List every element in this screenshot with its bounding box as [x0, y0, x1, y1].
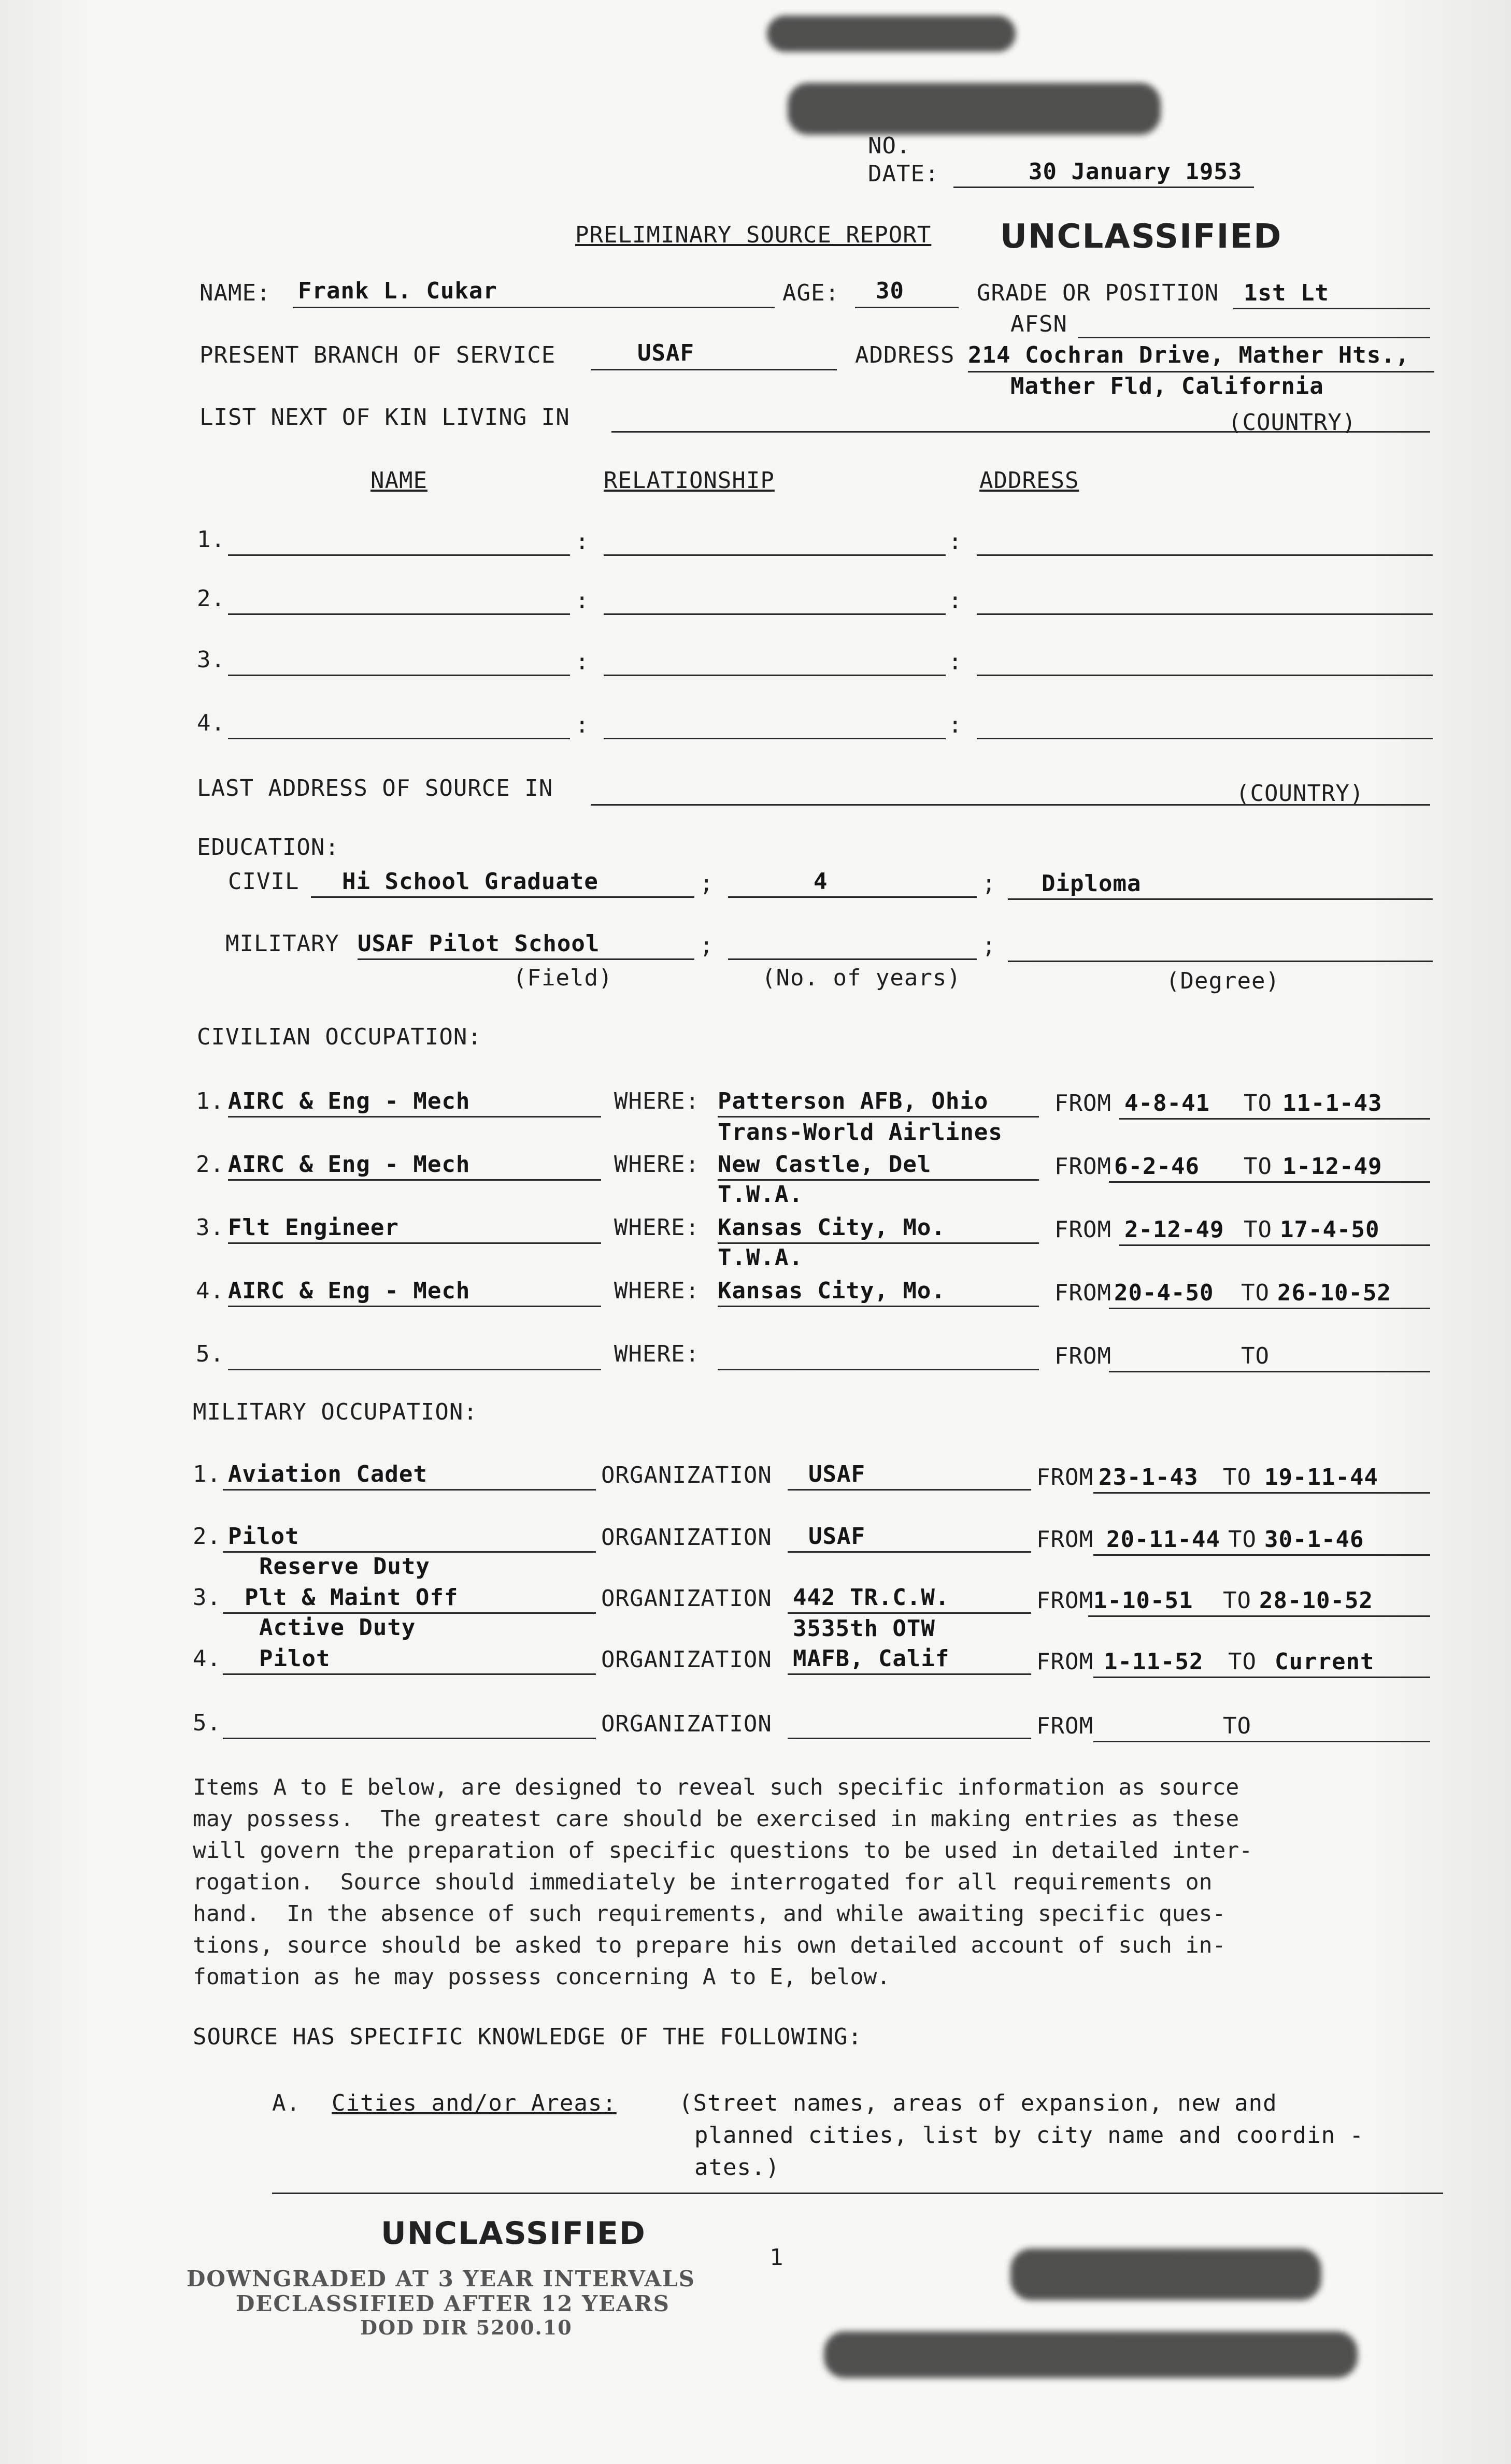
civilian-from: 2-12-49	[1124, 1216, 1224, 1243]
military-occupation-label: MILITARY OCCUPATION:	[193, 1399, 478, 1425]
last-address-country-label: (COUNTRY)	[1236, 780, 1364, 807]
field-caption: (Field)	[513, 965, 613, 991]
military-row-number: 1.	[193, 1461, 221, 1487]
civil-degree-value: Diploma	[1042, 870, 1142, 897]
civilian-from: 4-8-41	[1124, 1090, 1210, 1116]
instructions-line: tions, source should be asked to prepare his own detailed account of such in-	[193, 1932, 1226, 1958]
military-job-underline	[223, 1489, 596, 1491]
org-label: ORGANIZATION	[601, 1524, 772, 1551]
civil-years-underline	[728, 896, 977, 898]
military-org-underline	[788, 1551, 1031, 1553]
military-from: 1-11-52	[1104, 1649, 1204, 1675]
semicolon: ;	[982, 933, 996, 959]
education-label: EDUCATION:	[197, 834, 339, 861]
date-underline	[953, 187, 1254, 188]
military-to: Current	[1275, 1649, 1375, 1675]
colon: :	[575, 588, 590, 614]
item-a-description-3: ates.)	[694, 2154, 780, 2181]
military-from: 20-11-44	[1106, 1526, 1220, 1553]
branch-underline	[591, 369, 837, 370]
kin-name-field[interactable]	[228, 675, 570, 676]
military-job-field[interactable]	[223, 1738, 596, 1739]
org-label: ORGANIZATION	[601, 1462, 772, 1488]
kin-relationship-field[interactable]	[604, 613, 946, 615]
military-note: Active Duty	[259, 1614, 416, 1641]
from-label: FROM	[1054, 1153, 1111, 1180]
kin-relationship-field[interactable]	[604, 738, 946, 739]
from-label: FROM	[1054, 1343, 1111, 1369]
from-label: FROM	[1054, 1280, 1111, 1306]
colon: :	[948, 588, 963, 614]
no-label: NO.	[868, 133, 911, 159]
to-label: TO	[1244, 1090, 1272, 1116]
grade-label: GRADE OR POSITION	[977, 280, 1219, 306]
military-org-underline	[788, 1612, 1031, 1614]
address-line-2: Mather Fld, California	[1010, 373, 1324, 399]
report-title: PRELIMINARY SOURCE REPORT	[575, 222, 932, 248]
civilian-job: AIRC & Eng - Mech	[228, 1088, 471, 1114]
military-field-underline	[358, 958, 694, 960]
instructions-line: rogation. Source should immediately be interrogated for all requirements on	[193, 1869, 1213, 1895]
military-note: Reserve Duty	[259, 1553, 430, 1580]
civil-field-value: Hi School Graduate	[342, 868, 598, 895]
to-label: TO	[1223, 1464, 1251, 1491]
military-row-number: 2.	[193, 1523, 221, 1550]
from-label: FROM	[1054, 1216, 1111, 1243]
civilian-where: Kansas City, Mo.	[718, 1278, 946, 1304]
military-dates-underline	[1088, 1615, 1430, 1617]
instructions-line: will govern the preparation of specific questions to be used in detailed inter-	[193, 1838, 1253, 1864]
civilian-dates-underline	[1109, 1308, 1430, 1309]
civilian-job-underline	[228, 1306, 601, 1307]
civilian-note: T.W.A.	[718, 1181, 803, 1208]
military-org-underline	[788, 1673, 1031, 1675]
kin-address-field[interactable]	[977, 613, 1433, 615]
military-row-number: 3.	[193, 1584, 221, 1611]
civilian-occupation-label: CIVILIAN OCCUPATION:	[197, 1024, 482, 1050]
degree-caption: (Degree)	[1166, 968, 1280, 994]
civilian-where-underline	[718, 1242, 1039, 1244]
civilian-job: AIRC & Eng - Mech	[228, 1278, 471, 1304]
afsn-underline	[1078, 337, 1430, 338]
instructions-line: may possess. The greatest care should be exercised in making entries as these	[193, 1806, 1239, 1832]
civilian-row-number: 5.	[196, 1341, 224, 1367]
kin-header-address: ADDRESS	[979, 467, 1079, 494]
instructions-line: Items A to E below, are designed to reveal such specific information as source	[193, 1774, 1239, 1800]
page-number: 1	[769, 2244, 784, 2271]
grade-underline	[1233, 308, 1430, 309]
grade-value: 1st Lt	[1244, 280, 1329, 306]
to-label: TO	[1244, 1153, 1272, 1180]
military-degree-field[interactable]	[1008, 961, 1433, 962]
military-org-underline	[788, 1489, 1031, 1491]
from-label: FROM	[1036, 1587, 1093, 1614]
colon: :	[948, 528, 963, 555]
item-a-description-1: (Street names, areas of expansion, new and	[679, 2090, 1277, 2116]
from-label: FROM	[1036, 1464, 1093, 1491]
civilian-job-underline	[228, 1179, 601, 1181]
kin-row-number: 1.	[197, 526, 225, 553]
military-dates-field[interactable]	[1093, 1741, 1430, 1742]
kin-header-name: NAME	[370, 467, 427, 494]
kin-row-number: 3.	[197, 647, 225, 673]
military-job-underline	[223, 1612, 596, 1614]
redaction-mark-top-1	[767, 16, 1016, 52]
civilian-where: Patterson AFB, Ohio	[718, 1088, 989, 1114]
kin-relationship-field[interactable]	[604, 675, 946, 676]
military-note: 3535th OTW	[793, 1615, 935, 1642]
military-job: Aviation Cadet	[228, 1461, 427, 1487]
where-label: WHERE:	[614, 1341, 700, 1367]
military-job-underline	[223, 1673, 596, 1675]
where-label: WHERE:	[614, 1214, 700, 1241]
to-label: TO	[1223, 1587, 1251, 1614]
civilian-note: T.W.A.	[718, 1244, 803, 1271]
military-job: Plt & Maint Off	[245, 1584, 459, 1611]
military-org: MAFB, Calif	[793, 1645, 950, 1672]
item-a-field[interactable]	[272, 2193, 1443, 2194]
civilian-row-number: 3.	[196, 1214, 224, 1241]
civilian-where-underline	[718, 1179, 1039, 1181]
redaction-mark-bottom-1	[1010, 2248, 1321, 2300]
civilian-from: 20-4-50	[1114, 1280, 1214, 1306]
name-value: Frank L. Cukar	[298, 278, 497, 304]
colon: :	[575, 649, 590, 675]
civilian-note: Trans-World Airlines	[718, 1119, 1003, 1145]
civilian-dates-underline	[1109, 1181, 1430, 1183]
to-label: TO	[1223, 1713, 1251, 1739]
military-to: 28-10-52	[1259, 1587, 1373, 1614]
kin-header-relationship: RELATIONSHIP	[604, 467, 775, 494]
kin-label: LIST NEXT OF KIN LIVING IN	[199, 404, 570, 431]
where-label: WHERE:	[614, 1088, 700, 1114]
civilian-to: 17-4-50	[1280, 1216, 1380, 1243]
civil-label: CIVIL	[228, 868, 300, 895]
military-row-number: 4.	[193, 1645, 221, 1672]
military-org: USAF	[808, 1523, 865, 1550]
org-label: ORGANIZATION	[601, 1585, 772, 1612]
civilian-dates-underline	[1119, 1244, 1430, 1246]
civilian-to: 26-10-52	[1277, 1280, 1391, 1306]
civil-degree-underline	[1008, 898, 1433, 900]
military-dates-underline	[1093, 1677, 1430, 1678]
kin-address-field[interactable]	[977, 675, 1433, 676]
military-job-underline	[223, 1551, 596, 1553]
military-field-value: USAF Pilot School	[358, 930, 600, 957]
military-to: 30-1-46	[1264, 1526, 1364, 1553]
years-caption: (No. of years)	[762, 965, 961, 991]
afsn-label: AFSN	[1010, 311, 1067, 337]
where-label: WHERE:	[614, 1278, 700, 1304]
item-a-title: Cities and/or Areas:	[332, 2090, 617, 2116]
military-job: Pilot	[228, 1523, 300, 1550]
age-label: AGE:	[782, 280, 839, 306]
civil-years-value: 4	[814, 868, 828, 895]
military-job: Pilot	[259, 1645, 331, 1672]
address-underline	[968, 371, 1434, 373]
military-row-number: 5.	[193, 1710, 221, 1736]
civilian-row-number: 1.	[196, 1088, 224, 1114]
to-label: TO	[1241, 1343, 1270, 1369]
civilian-dates-underline	[1119, 1118, 1430, 1120]
kin-relationship-field[interactable]	[604, 554, 946, 556]
to-label: TO	[1228, 1526, 1257, 1553]
civilian-job: AIRC & Eng - Mech	[228, 1151, 471, 1178]
kin-name-field[interactable]	[228, 554, 570, 556]
classification-stamp-top: UNCLASSIFIED	[1000, 218, 1282, 256]
kin-country-label: (COUNTRY)	[1228, 409, 1357, 436]
age-value: 30	[876, 278, 904, 304]
military-dates-underline	[1093, 1492, 1430, 1494]
civilian-job-field[interactable]	[228, 1369, 601, 1370]
name-label: NAME:	[199, 280, 271, 306]
civilian-where: New Castle, Del	[718, 1151, 932, 1178]
downgrade-line-1: DOWNGRADED AT 3 YEAR INTERVALS	[187, 2266, 696, 2291]
instructions-line: fomation as he may possess concerning A to E, below.	[193, 1964, 891, 1990]
civilian-job-underline	[228, 1116, 601, 1118]
civilian-job: Flt Engineer	[228, 1214, 399, 1241]
kin-row-number: 2.	[197, 585, 225, 612]
civilian-where-underline	[718, 1306, 1039, 1307]
from-label: FROM	[1036, 1713, 1093, 1739]
semicolon: ;	[700, 933, 714, 959]
redaction-mark-top-2	[788, 83, 1161, 135]
military-to: 19-11-44	[1264, 1464, 1378, 1491]
civilian-job-underline	[228, 1242, 601, 1244]
to-label: TO	[1241, 1280, 1270, 1306]
kin-name-field[interactable]	[228, 738, 570, 739]
military-from: 23-1-43	[1099, 1464, 1199, 1491]
from-label: FROM	[1036, 1649, 1093, 1675]
civilian-where-field[interactable]	[718, 1369, 1039, 1370]
colon: :	[575, 712, 590, 738]
to-label: TO	[1228, 1649, 1257, 1675]
kin-address-field[interactable]	[977, 738, 1433, 739]
from-label: FROM	[1036, 1526, 1093, 1553]
branch-label: PRESENT BRANCH OF SERVICE	[199, 342, 556, 368]
downgrade-line-3: DOD DIR 5200.10	[360, 2316, 573, 2339]
name-underline	[293, 307, 775, 308]
to-label: TO	[1244, 1216, 1272, 1243]
org-label: ORGANIZATION	[601, 1646, 772, 1673]
civil-field-underline	[311, 896, 694, 898]
branch-value: USAF	[637, 340, 694, 366]
military-dates-underline	[1093, 1554, 1430, 1556]
kin-address-field[interactable]	[977, 554, 1433, 556]
item-a-description-2: planned cities, list by city name and coordin -	[694, 2122, 1364, 2148]
address-label: ADDRESS	[855, 342, 955, 368]
date-label: DATE:	[868, 161, 939, 187]
civilian-to: 1-12-49	[1282, 1153, 1382, 1180]
address-line-1: 214 Cochran Drive, Mather Hts.,	[968, 342, 1410, 368]
semicolon: ;	[700, 870, 714, 897]
civilian-to: 11-1-43	[1282, 1090, 1382, 1116]
age-underline	[855, 307, 959, 308]
colon: :	[948, 712, 963, 738]
last-address-label: LAST ADDRESS OF SOURCE IN	[197, 775, 553, 801]
kin-row-number: 4.	[197, 710, 225, 736]
redaction-mark-bottom-2	[824, 2331, 1358, 2378]
org-label: ORGANIZATION	[601, 1711, 772, 1737]
military-from: 1-10-51	[1093, 1587, 1193, 1614]
colon: :	[948, 649, 963, 675]
military-org: 442 TR.C.W.	[793, 1584, 950, 1611]
civilian-row-number: 4.	[196, 1278, 224, 1304]
military-years-field[interactable]	[728, 958, 977, 960]
downgrade-line-2: DECLASSIFIED AFTER 12 YEARS	[236, 2291, 670, 2316]
civilian-from: 6-2-46	[1114, 1153, 1200, 1180]
semicolon: ;	[982, 870, 996, 897]
civilian-where-underline	[718, 1116, 1039, 1118]
item-a-letter: A.	[272, 2090, 301, 2116]
military-education-label: MILITARY	[225, 930, 339, 957]
military-org: USAF	[808, 1461, 865, 1487]
civilian-row-number: 2.	[196, 1151, 224, 1178]
military-org-field[interactable]	[788, 1738, 1031, 1739]
from-label: FROM	[1054, 1090, 1111, 1116]
knowledge-label: SOURCE HAS SPECIFIC KNOWLEDGE OF THE FOLLOWING:	[193, 2024, 863, 2050]
date-value: 30 January 1953	[1029, 159, 1243, 185]
civilian-where: Kansas City, Mo.	[718, 1214, 946, 1241]
classification-stamp-bottom: UNCLASSIFIED	[381, 2215, 646, 2252]
colon: :	[575, 528, 590, 555]
kin-name-field[interactable]	[228, 613, 570, 615]
where-label: WHERE:	[614, 1151, 700, 1178]
instructions-line: hand. In the absence of such requirements, and while awaiting specific ques-	[193, 1901, 1226, 1927]
civilian-dates-field[interactable]	[1109, 1371, 1430, 1372]
